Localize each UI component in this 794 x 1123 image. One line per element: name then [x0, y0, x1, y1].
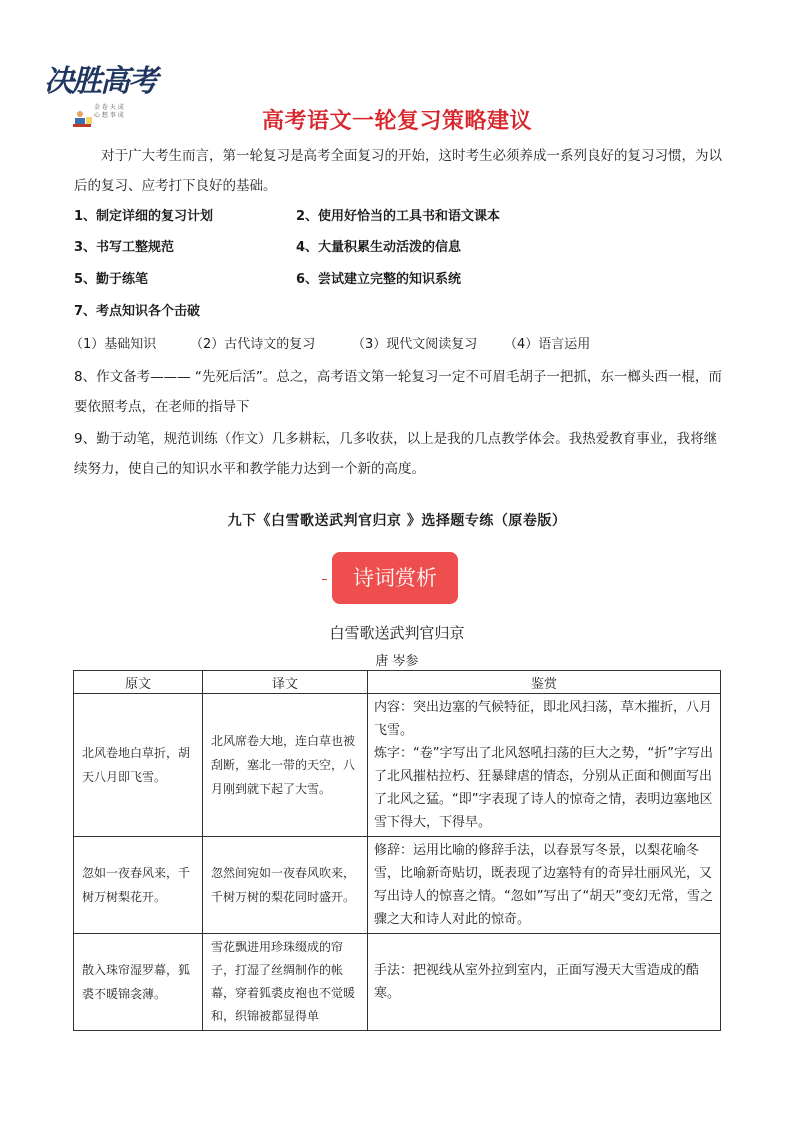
header-original: 原文: [74, 671, 203, 694]
translation-cell: 雪花飘进用珍珠缀成的帘子，打湿了丝绸制作的帐幕，穿着狐裘皮袍也不觉暖和，织锦被都显得单: [203, 934, 368, 1031]
logo-text: 决胜高考: [44, 64, 156, 99]
original-cell: 北风卷地白草折，胡天八月即飞雪。: [74, 694, 203, 837]
tip-7: 7、考点知识各个击破: [74, 304, 201, 319]
table-header-row: [74, 671, 721, 694]
intro-paragraph: 对于广大考生而言，第一轮复习是高考全面复习的开始，这时考生必须养成一系列良好的复习习惯，为以后的复习、应考打下良好的基础。: [74, 148, 722, 194]
translation-cell: 北风席卷大地，连白草也被刮断，塞北一带的天空，八月刚到就下起了大雪。: [203, 694, 368, 837]
appreciation-cell: [368, 837, 721, 934]
subtip-3: （3）现代文阅读复习: [352, 337, 478, 352]
subtip-2: （2）古代诗文的复习: [190, 337, 316, 352]
poetry-appreciation-badge: 诗词赏析: [332, 552, 458, 604]
tip-3: 3、书写工整规范: [74, 240, 175, 255]
appreciation-cell: [368, 934, 721, 1031]
poem-title: 白雪歌送武判官归京: [329, 624, 465, 642]
appreciation-line: 炼字：“卷”字写出了北风怒吼扫荡的巨大之势，“折”字写出了北风摧枯拉朽、狂暴肆虐的情态，分别从正面和侧面写出了北风之猛。“即”字表现了诗人的惊奇之情，表明边塞地区雪下得大，下得早。: [374, 746, 713, 830]
appreciation-line: 手法：把视线从室外拉到室内，正面写漫天大雪造成的酷寒。: [374, 963, 700, 1001]
section-title: 九下《白雪歌送武判官归京 》选择题专练（原卷版）: [227, 513, 567, 529]
header-appreciation: 鉴赏: [368, 671, 721, 694]
tip-1: 1、制定详细的复习计划: [74, 209, 214, 224]
tip-4: 4、大量积累生动活泼的信息: [296, 240, 462, 255]
badge-marker: [322, 579, 327, 580]
logo-subtext: 金 卷 天 成 心 想 事 成: [94, 104, 124, 119]
translation-cell: 忽然间宛如一夜春风吹来，千树万树的梨花同时盛开。: [203, 837, 368, 934]
table-row: [74, 694, 721, 837]
header-translation: 译文: [203, 671, 368, 694]
appreciation-line: 内容：突出边塞的气候特征，即北风扫荡，草木摧折，八月飞雪。: [374, 700, 713, 738]
original-cell: 忽如一夜春风来，千树万树梨花开。: [74, 837, 203, 934]
table-row: [74, 837, 721, 934]
subtip-4: （4）语言运用: [504, 337, 591, 352]
appreciation-line: 修辞：运用比喻的修辞手法，以春景写冬景，以梨花喻冬雪，比喻新奇贴切，既表现了边塞特有的奇异壮丽风光，又写出诗人的惊喜之情。“忽如”写出了“胡天”变幻无常，雪之骤之大和诗人对此的惊奇。: [374, 843, 713, 927]
tip-2: 2、使用好恰当的工具书和语文课本: [296, 209, 501, 224]
subtip-1: （1）基础知识: [70, 337, 157, 352]
appreciation-cell: [368, 694, 721, 837]
tip-8: 8、作文备考——— “先死后活”。总之，高考语文第一轮复习一定不可眉毛胡子一把抓，东一榔头西一棍，而要依照考点，在老师的指导下: [74, 369, 722, 415]
table-row: [74, 934, 721, 1031]
poem-author: 唐 岑参: [375, 654, 419, 669]
tip-6: 6、尝试建立完整的知识系统: [296, 272, 462, 287]
tip-9: 9、勤于动笔，规范训练（作文）几多耕耘，几多收获，以上是我的几点教学体会。我热爱教育事业，我将继续努力，使自己的知识水平和教学能力达到一个新的高度。: [74, 431, 718, 477]
tip-5: 5、勤于练笔: [74, 272, 149, 287]
page-title: 高考语文一轮复习策略建议: [261, 109, 532, 134]
poem-table: [73, 670, 721, 1031]
original-cell: 散入珠帘湿罗幕，狐裘不暖锦衾薄。: [74, 934, 203, 1031]
